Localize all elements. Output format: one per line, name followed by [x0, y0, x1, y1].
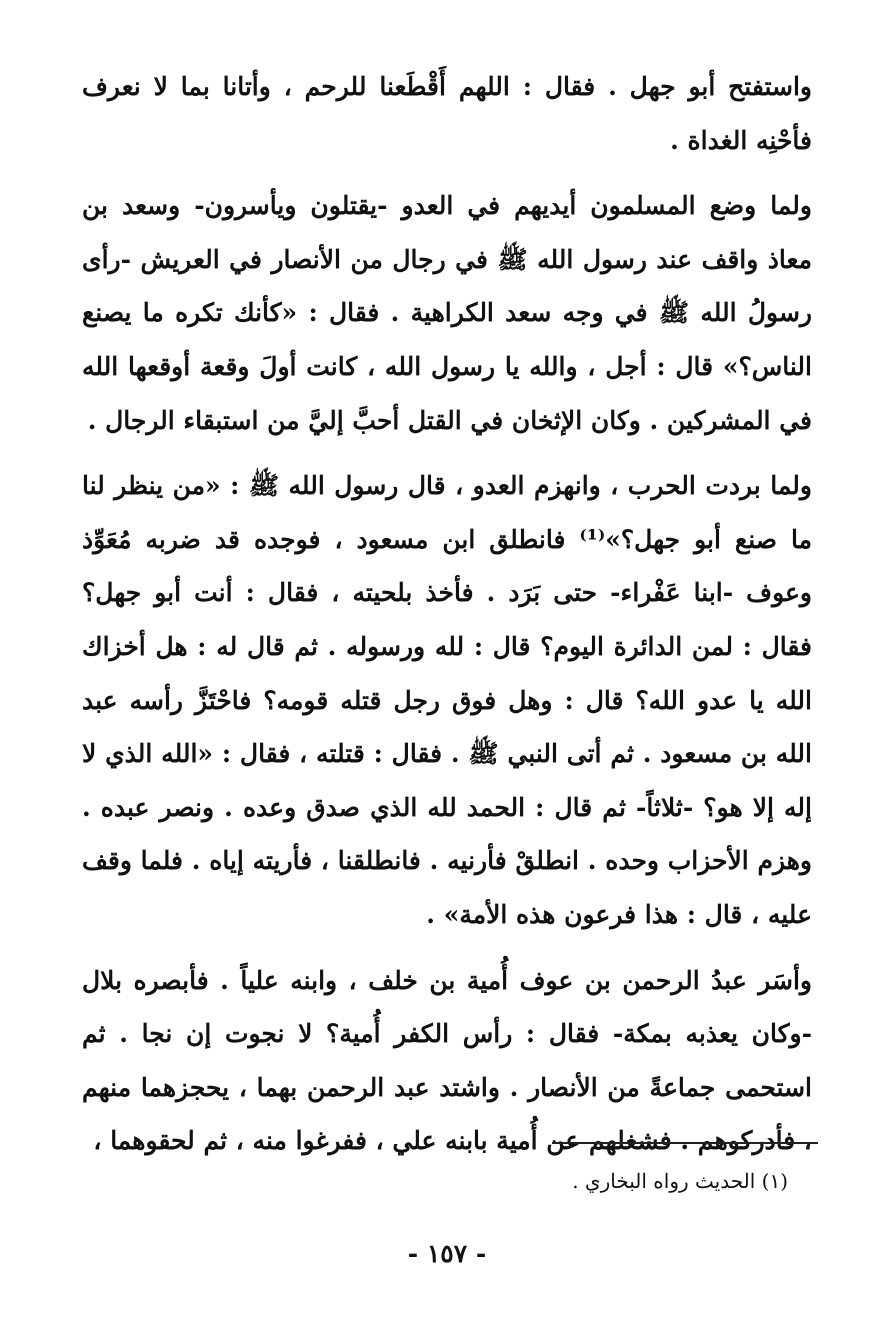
page-number: - ١٥٧ - — [407, 1239, 487, 1268]
paragraph-2: ولما وضع المسلمون أيديهم في العدو -يقتلون ويأسرون- وسعد بن معاذ واقف عند رسول الله ﷺ في رجال من الأنصار في العريش -رأى رسولُ الله ﷺ في وجه سعد الكراهية . فقال : «كأنك تكره ما يصنع الناس؟» قال : أجل ، والله يا رسول الله ، كانت أولَ وقعة أوقعها الله في المشركين . وكان الإثخان في القتل أحبَّ إليَّ من استبقاء الرجال . — [82, 191, 812, 435]
main-text-body — [82, 60, 812, 1168]
paragraph-1: واستفتح أبو جهل . فقال : اللهم أَقْطَعنا للرحم ، وأتانا بما لا نعرف فأحْنِه الغداة . — [82, 72, 812, 155]
footnote: (١) الحديث رواه البخاري . — [572, 1169, 788, 1193]
paragraph-4: وأسَر عبدُ الرحمن بن عوف أُمية بن خلف ، وابنه علياً . فأبصره بلال -وكان يعذبه بمكة- فقال : رأس الكفر أُمية؟ لا نجوت إن نجا . ثم استحمى جماعةً من الأنصار . واشتد عبد الرحمن بهما ، يحجزهما منهم ، فأدركوهم . فشغلهم عن أُمية بابنه علي ، ففرغوا منه ، ثم لحقوهما ، — [82, 965, 812, 1156]
footnote-divider — [552, 1142, 818, 1144]
paragraph-3: ولما بردت الحرب ، وانهزم العدو ، قال رسول الله ﷺ : «من ينظر لنا ما صنع أبو جهل؟»⁽¹⁾ فانطلق ابن مسعود ، فوجده قد ضربه مُعَوِّذ وعوف -ابنا عَفْراء- حتى بَرَد . فأخذ بلحيته ، فقال : أنت أبو جهل؟ فقال : لمن الدائرة اليوم؟ قال : لله ورسوله . ثم قال له : هل أخزاك الله يا عدو الله؟ قال : وهل فوق رجل قتله قومه؟ فاحْتَزَّ رأسه عبد الله بن مسعود . ثم أتى النبي ﷺ . فقال : قتلته ، فقال : «الله الذي لا إله إلا هو؟ -ثلاثاً- ثم قال : الحمد لله الذي صدق وعده . ونصر عبده . وهزم الأحزاب وحده . انطلقْ فأرنيه . فانطلقنا ، فأريته إياه . فلما وقف عليه ، قال : هذا فرعون هذه الأمة» . — [82, 471, 812, 929]
